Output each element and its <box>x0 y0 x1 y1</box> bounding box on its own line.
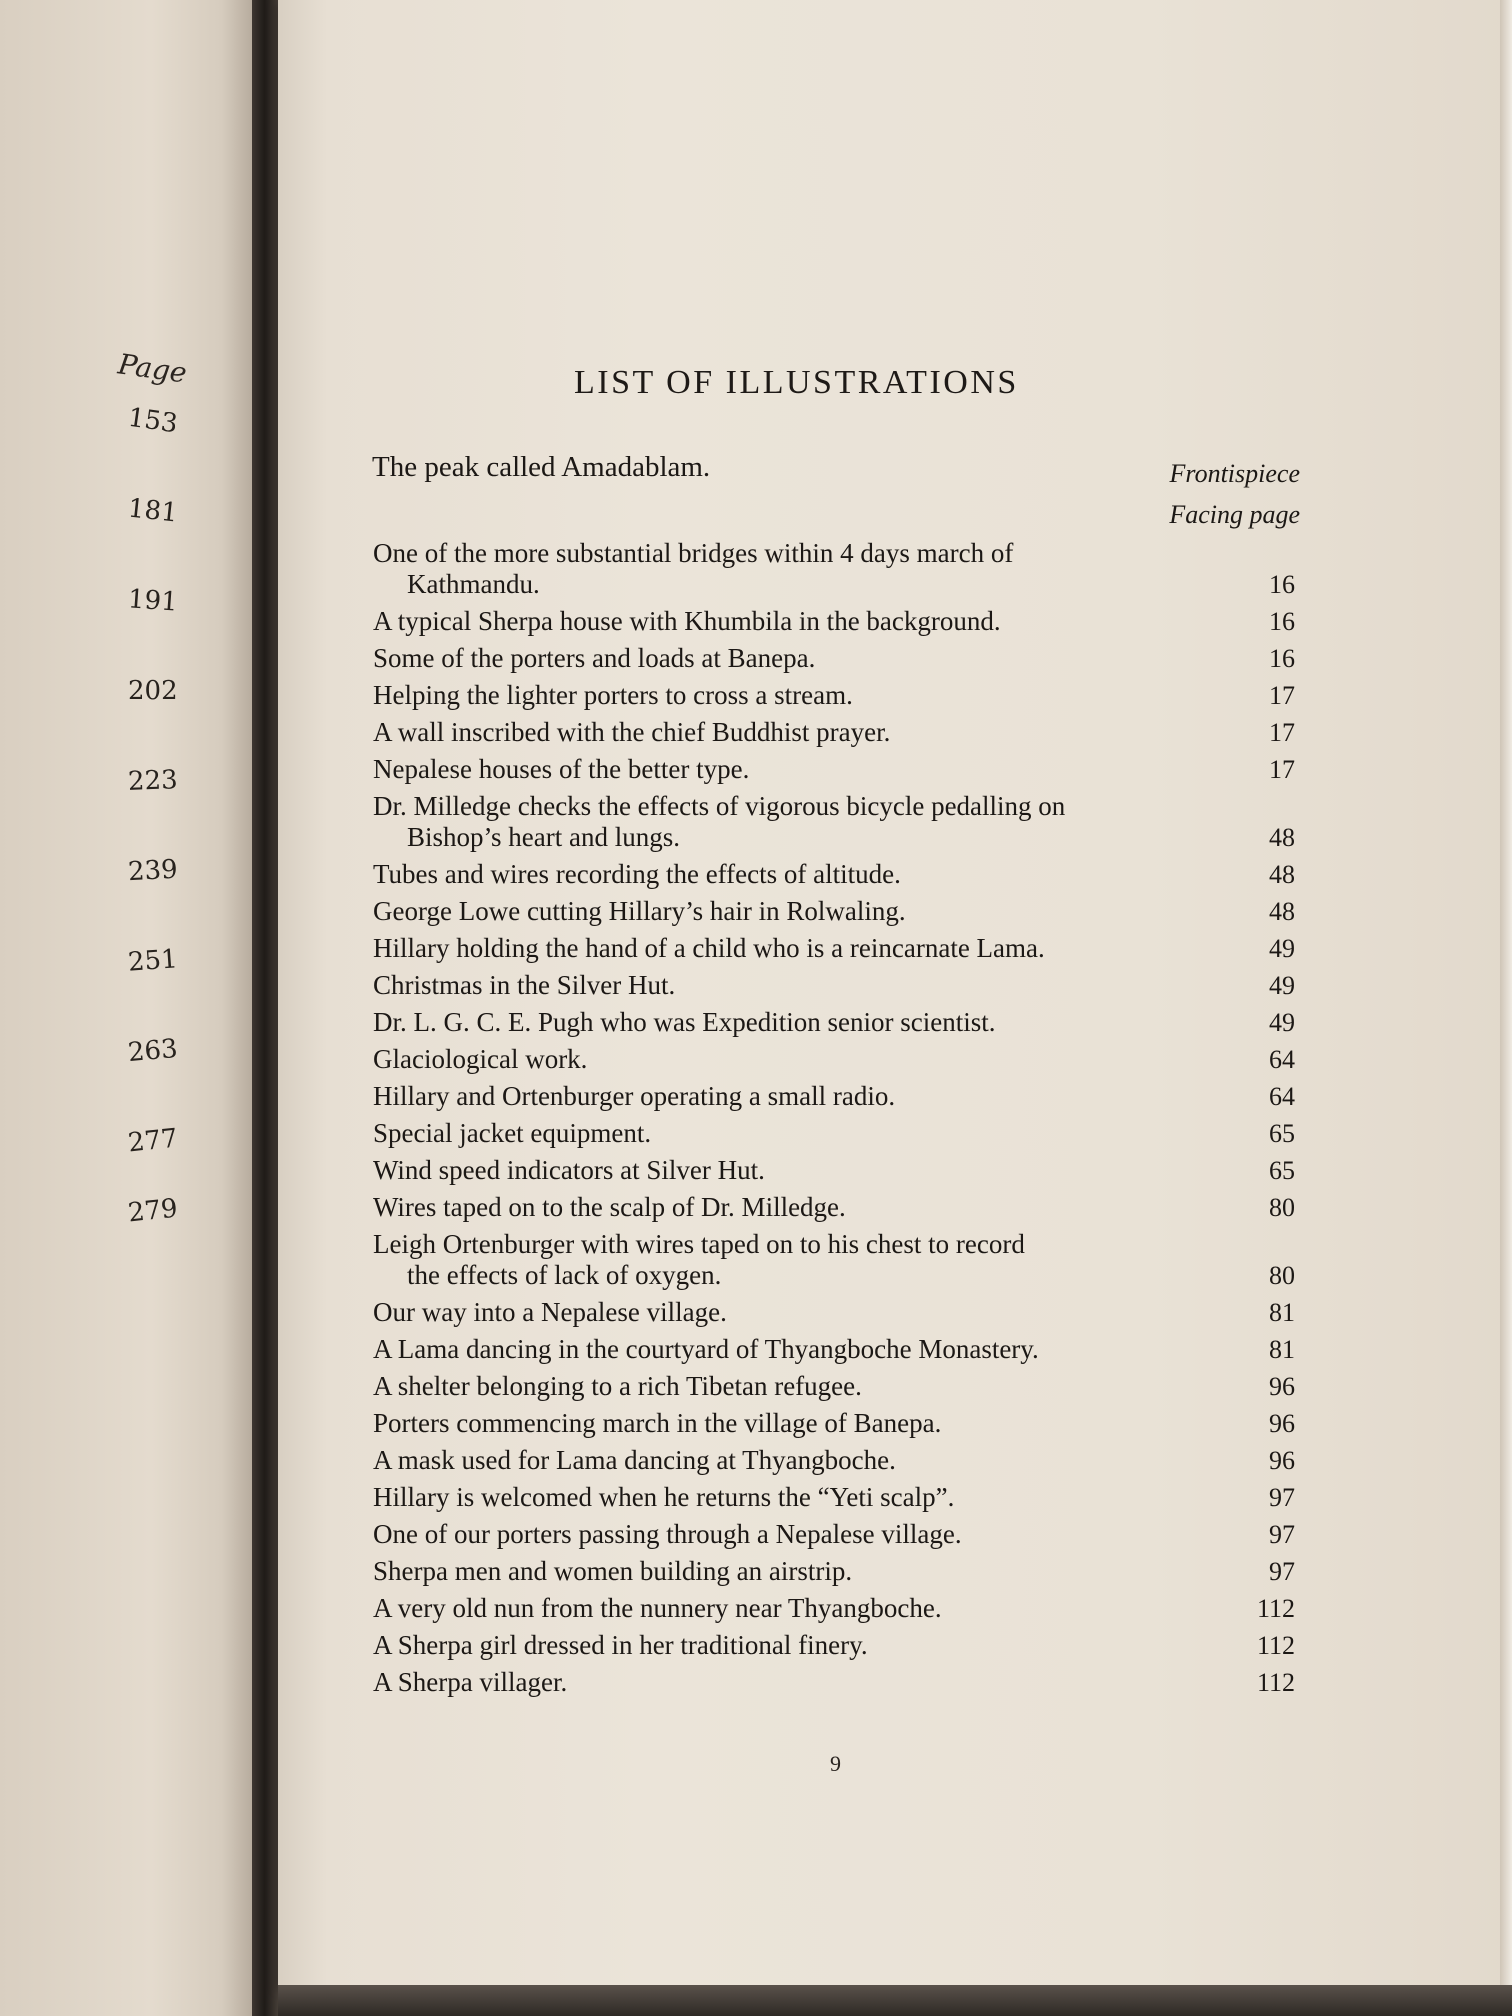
illustration-page-number: 49 <box>1269 934 1295 963</box>
page-number: 9 <box>830 1751 841 1776</box>
caption-line: Helping the lighter porters to cross a stream. <box>373 680 853 710</box>
caption-line: Nepalese houses of the better type. <box>373 754 750 784</box>
frontispiece-caption: The peak called Amadablam. <box>372 451 711 483</box>
illustration-caption <box>373 1482 1235 1513</box>
caption-line: One of our porters passing through a Nepalese village. <box>373 1519 962 1549</box>
list-item <box>373 1007 1295 1038</box>
caption-line: Special jacket equipment. <box>373 1118 652 1148</box>
list-item <box>373 1667 1295 1698</box>
illustration-page-number: 97 <box>1269 1557 1295 1586</box>
illustration-caption <box>373 1371 1235 1402</box>
illustration-caption <box>373 1630 1235 1661</box>
list-item <box>373 1482 1295 1513</box>
illustration-caption <box>373 1408 1235 1439</box>
caption-line: Christmas in the Silver Hut. <box>373 970 676 1000</box>
left-page-number: 223 <box>127 765 179 797</box>
illustration-page-number: 96 <box>1269 1409 1295 1438</box>
list-item <box>373 1155 1295 1186</box>
page-title: LIST OF ILLUSTRATIONS <box>574 364 1019 401</box>
illustration-caption <box>373 1667 1235 1698</box>
caption-line: the effects of lack of oxygen. <box>407 1260 722 1290</box>
illustration-page-number: 112 <box>1256 1631 1295 1660</box>
illustrations-list <box>373 538 1295 1704</box>
list-item <box>373 859 1295 890</box>
list-item <box>373 1081 1295 1112</box>
illustration-caption <box>373 859 1235 890</box>
illustration-page-number: 81 <box>1269 1335 1295 1364</box>
caption-line: Wind speed indicators at Silver Hut. <box>373 1155 765 1185</box>
left-page-number: 251 <box>127 944 179 978</box>
caption-line: A mask used for Lama dancing at Thyangboche. <box>373 1445 896 1475</box>
page-bottom-shadow <box>278 1985 1512 2016</box>
caption-line: Glaciological work. <box>373 1044 588 1074</box>
illustration-page-number: 80 <box>1269 1261 1295 1290</box>
list-item <box>373 538 1295 600</box>
caption-line: A wall inscribed with the chief Buddhist prayer. <box>373 717 891 747</box>
list-item <box>373 1297 1295 1328</box>
list-item <box>373 1630 1295 1661</box>
illustration-page-number: 112 <box>1256 1668 1295 1697</box>
caption-line: Hillary is welcomed when he returns the “Yeti scalp”. <box>373 1482 955 1512</box>
illustration-caption <box>373 717 1235 748</box>
left-page-number: 239 <box>127 854 179 888</box>
illustration-page-number: 48 <box>1269 897 1295 926</box>
left-page-number: 202 <box>128 676 178 706</box>
illustration-caption <box>373 1593 1235 1624</box>
list-item <box>373 606 1295 637</box>
illustration-caption <box>373 1118 1235 1149</box>
left-page-number: 181 <box>126 493 180 529</box>
illustration-page-number: 48 <box>1269 823 1295 852</box>
list-item <box>373 896 1295 927</box>
illustration-caption <box>373 680 1235 711</box>
illustration-page-number: 17 <box>1269 718 1295 747</box>
illustration-page-number: 48 <box>1269 860 1295 889</box>
list-item <box>373 1408 1295 1439</box>
left-page <box>0 0 252 2016</box>
illustration-caption <box>373 1081 1235 1112</box>
list-item <box>373 1044 1295 1075</box>
caption-line: A typical Sherpa house with Khumbila in the background. <box>373 606 1001 636</box>
illustration-caption <box>373 933 1235 964</box>
illustration-caption <box>373 754 1235 785</box>
list-item <box>373 1445 1295 1476</box>
illustration-page-number: 81 <box>1269 1298 1295 1327</box>
illustration-caption <box>373 1519 1235 1550</box>
caption-line: Porters commencing march in the village of Banepa. <box>373 1408 942 1438</box>
caption-line: Kathmandu. <box>407 569 540 599</box>
caption-line: George Lowe cutting Hillary’s hair in Rolwaling. <box>373 896 906 926</box>
illustration-caption <box>373 606 1235 637</box>
illustration-caption <box>373 1556 1235 1587</box>
illustration-page-number: 49 <box>1269 971 1295 1000</box>
illustration-page-number: 96 <box>1269 1372 1295 1401</box>
illustration-page-number: 49 <box>1269 1008 1295 1037</box>
list-item <box>373 1334 1295 1365</box>
illustration-page-number: 112 <box>1256 1594 1295 1623</box>
illustration-caption <box>373 1007 1235 1038</box>
list-item <box>373 791 1295 853</box>
illustration-caption <box>373 1044 1235 1075</box>
illustration-caption <box>373 791 1235 853</box>
list-item <box>373 643 1295 674</box>
page-edge <box>1500 0 1512 2016</box>
caption-line: A shelter belonging to a rich Tibetan refugee. <box>373 1371 862 1401</box>
illustration-page-number: 65 <box>1269 1156 1295 1185</box>
list-item <box>373 717 1295 748</box>
illustration-page-number: 96 <box>1269 1446 1295 1475</box>
illustration-caption <box>373 1192 1235 1223</box>
illustration-caption <box>373 1334 1235 1365</box>
illustration-page-number: 16 <box>1269 607 1295 636</box>
caption-line: One of the more substantial bridges within 4 days march of <box>373 538 1014 568</box>
illustration-page-number: 97 <box>1269 1520 1295 1549</box>
caption-line: Some of the porters and loads at Banepa. <box>373 643 816 673</box>
caption-line: Sherpa men and women building an airstrip. <box>373 1556 853 1586</box>
illustration-caption <box>373 1229 1235 1291</box>
list-item <box>373 1192 1295 1223</box>
illustration-caption <box>373 538 1235 600</box>
list-item <box>373 1371 1295 1402</box>
illustration-page-number: 17 <box>1269 681 1295 710</box>
caption-line: Tubes and wires recording the effects of altitude. <box>373 859 901 889</box>
illustration-page-number: 16 <box>1269 644 1295 673</box>
illustration-caption <box>373 896 1235 927</box>
left-page-number: 191 <box>127 584 179 618</box>
illustration-caption <box>373 970 1235 1001</box>
caption-line: Wires taped on to the scalp of Dr. Milledge. <box>373 1192 846 1222</box>
illustration-page-number: 97 <box>1269 1483 1295 1512</box>
caption-line: A very old nun from the nunnery near Thyangboche. <box>373 1593 942 1623</box>
caption-line: Hillary holding the hand of a child who is a reincarnate Lama. <box>373 933 1045 963</box>
caption-line: A Sherpa villager. <box>373 1667 568 1697</box>
illustration-page-number: 65 <box>1269 1119 1295 1148</box>
caption-line: Leigh Ortenburger with wires taped on to his chest to record <box>373 1229 1025 1259</box>
illustration-caption <box>373 643 1235 674</box>
illustration-page-number: 16 <box>1269 570 1295 599</box>
list-item <box>373 970 1295 1001</box>
list-item <box>373 680 1295 711</box>
left-page-show-through <box>20 100 250 160</box>
caption-line: Bishop’s heart and lungs. <box>407 822 680 852</box>
list-item <box>373 933 1295 964</box>
illustration-caption <box>373 1445 1235 1476</box>
frontispiece-page: Frontispiece <box>1169 459 1300 488</box>
list-item <box>373 1593 1295 1624</box>
list-item <box>373 1556 1295 1587</box>
left-page-number: 153 <box>126 402 180 440</box>
left-page-number: 279 <box>126 1193 180 1229</box>
caption-line: Dr. L. G. C. E. Pugh who was Expedition senior scientist. <box>373 1007 996 1037</box>
list-item <box>373 1229 1295 1291</box>
list-item <box>373 754 1295 785</box>
left-page-number: 277 <box>126 1123 180 1159</box>
caption-line: Dr. Milledge checks the effects of vigorous bicycle pedalling on <box>373 791 1066 821</box>
illustration-page-number: 17 <box>1269 755 1295 784</box>
caption-line: A Sherpa girl dressed in her traditional finery. <box>373 1630 868 1660</box>
book-gutter <box>252 0 280 2016</box>
caption-line: A Lama dancing in the courtyard of Thyangboche Monastery. <box>373 1334 1039 1364</box>
illustration-page-number: 80 <box>1269 1193 1295 1222</box>
illustration-caption <box>373 1297 1235 1328</box>
illustration-caption <box>373 1155 1235 1186</box>
illustration-page-number: 64 <box>1269 1082 1295 1111</box>
list-item <box>373 1118 1295 1149</box>
facing-page-label: Facing page <box>1169 500 1300 529</box>
list-item <box>373 1519 1295 1550</box>
left-page-label: Page <box>116 347 189 390</box>
illustration-page-number: 64 <box>1269 1045 1295 1074</box>
caption-line: Hillary and Ortenburger operating a small radio. <box>373 1081 896 1111</box>
caption-line: Our way into a Nepalese village. <box>373 1297 727 1327</box>
left-page-number: 263 <box>126 1033 179 1069</box>
